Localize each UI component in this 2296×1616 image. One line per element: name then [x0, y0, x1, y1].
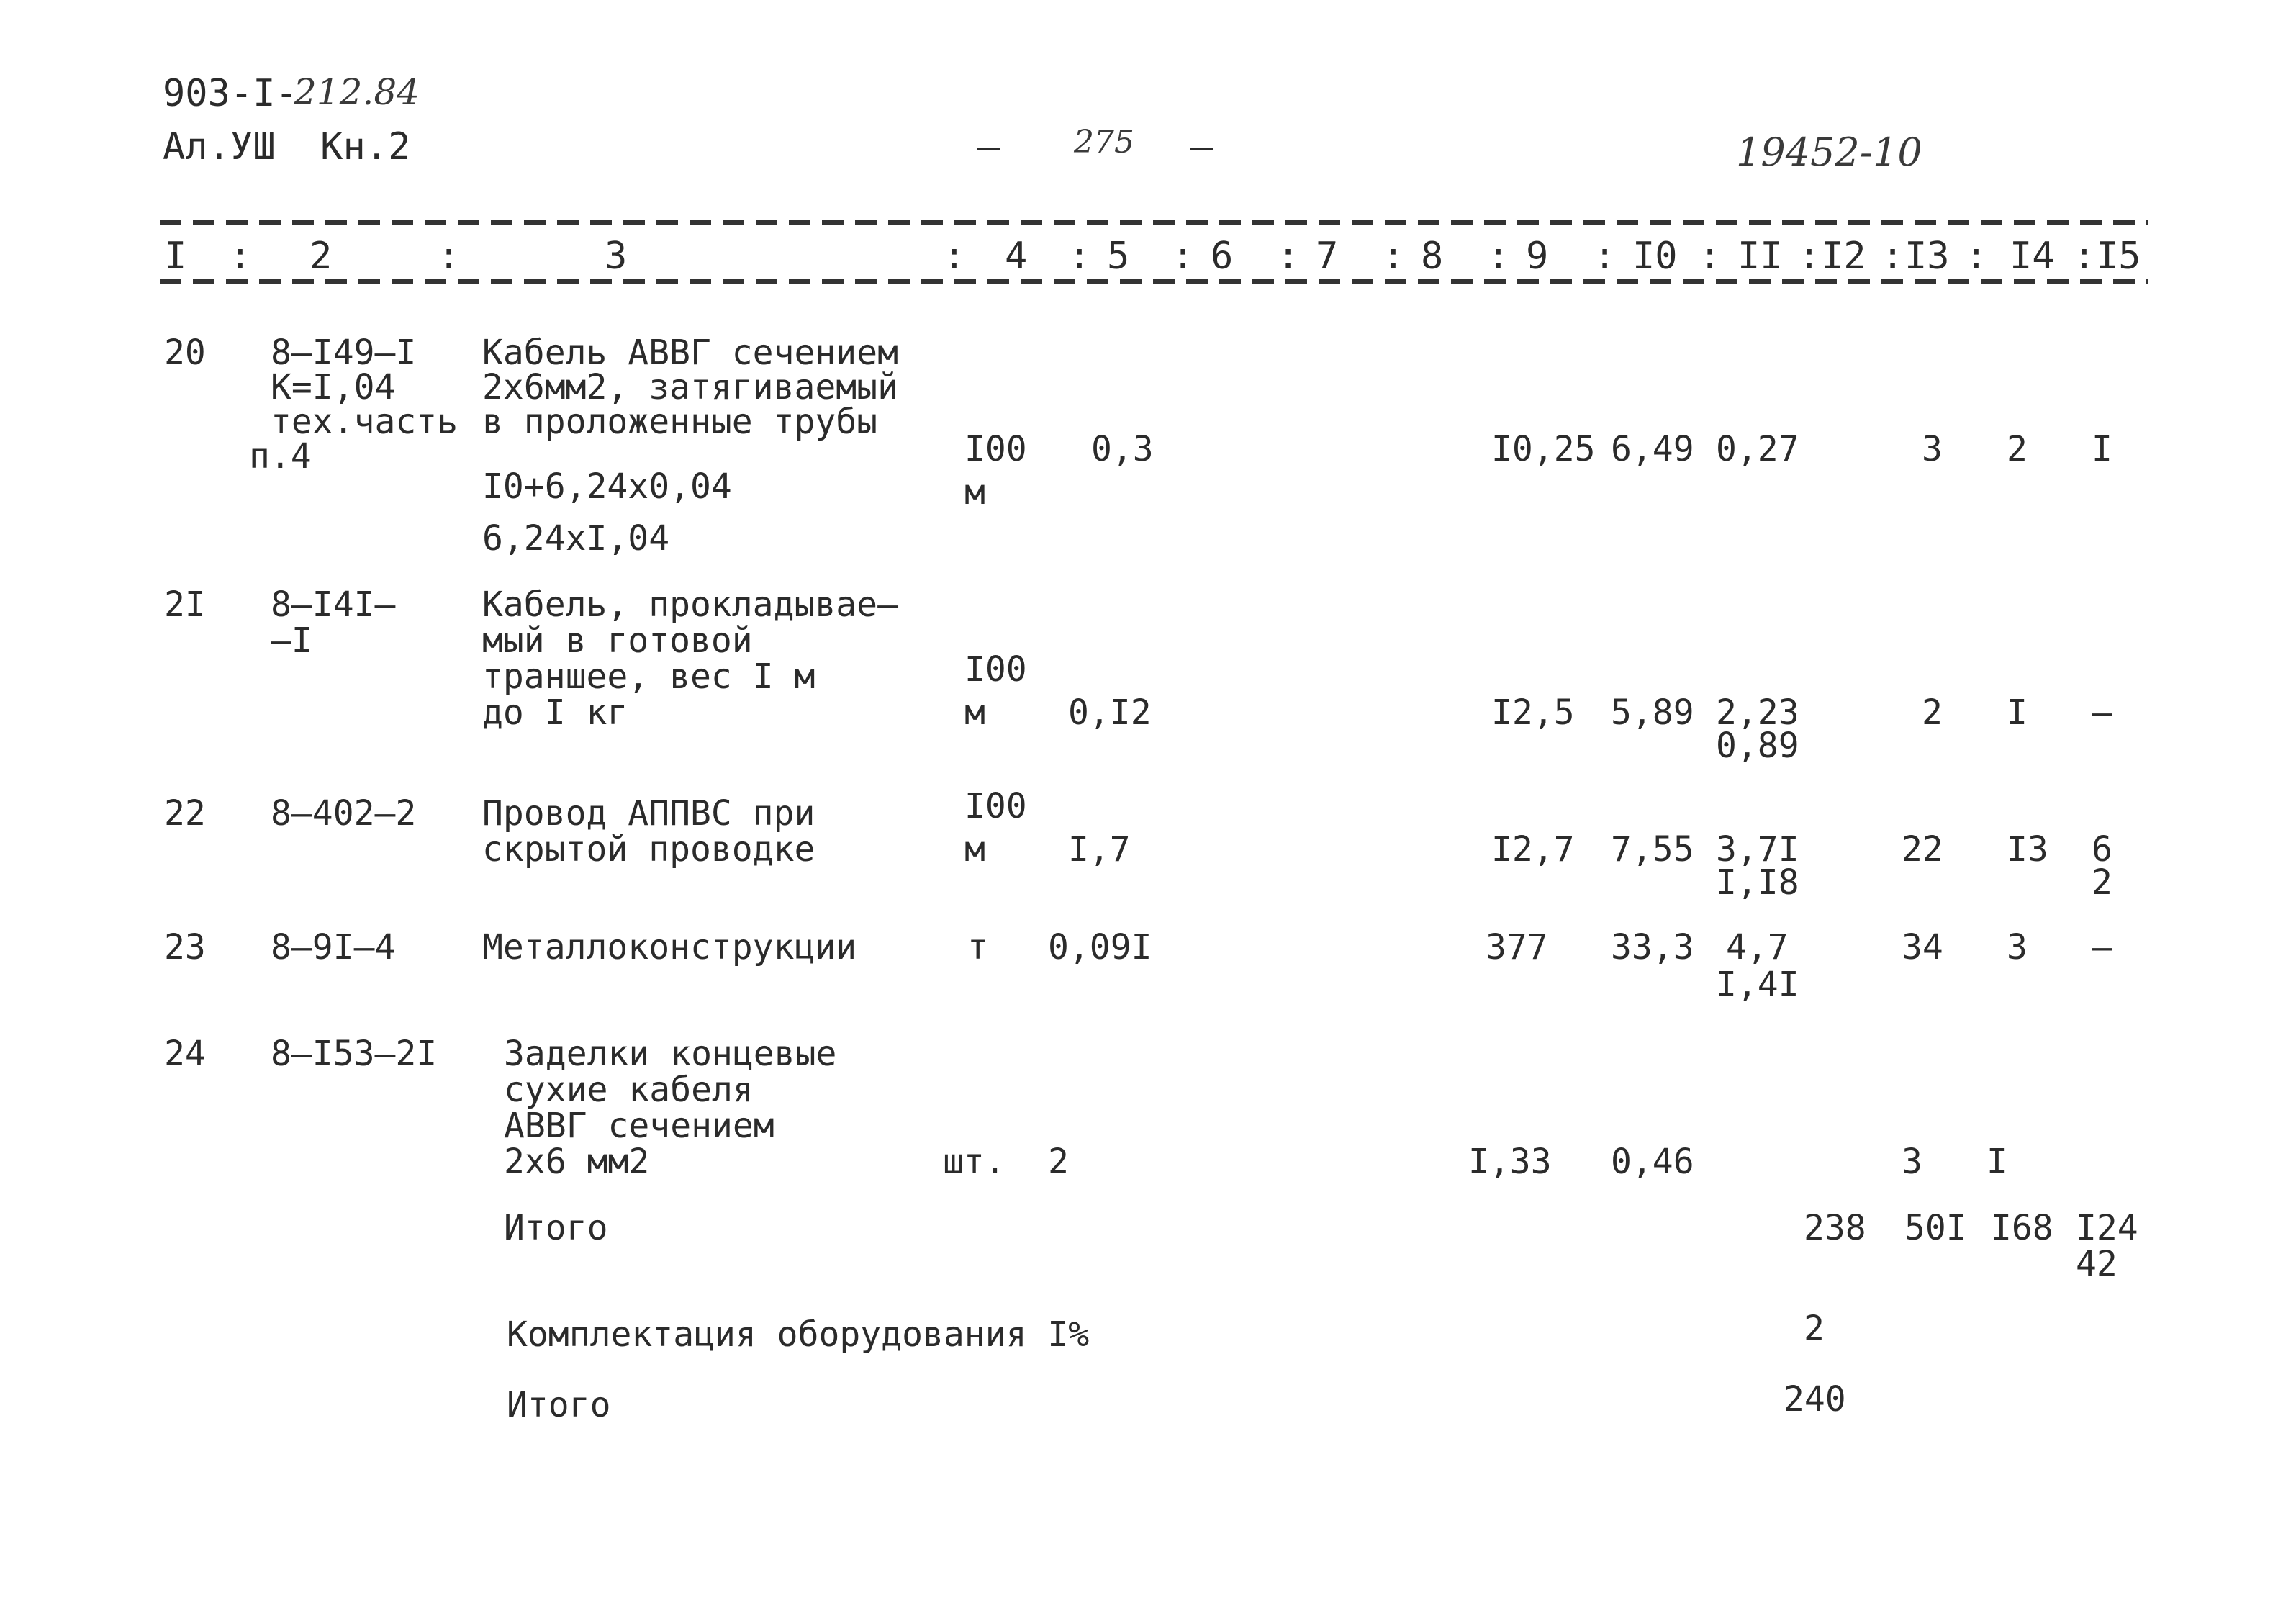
column-separator: :: [1068, 235, 1091, 278]
value-col-9: I,33: [1468, 1142, 1552, 1182]
subtotal-col-13: 50I: [1904, 1208, 1967, 1248]
value-col-9: I2,7: [1491, 829, 1575, 870]
work-description: сухие кабеля: [504, 1070, 754, 1110]
column-separator: :: [943, 235, 966, 278]
value-col-10: 33,3: [1611, 927, 1694, 967]
value-col-11: I,I8: [1716, 862, 1799, 903]
inventory-number: 19452-10: [1736, 130, 1922, 175]
subtotal-label: Итого: [504, 1208, 608, 1248]
column-separator: :: [1172, 235, 1195, 278]
header-rule-bottom: [160, 279, 2148, 284]
page-number: 275: [1074, 124, 1134, 161]
work-description: в проложенные трубы: [482, 402, 878, 442]
work-description: траншее, вес I м: [482, 656, 815, 697]
column-separator: :: [1382, 235, 1405, 278]
value-col-11: I,4I: [1716, 965, 1799, 1005]
column-separator: :: [229, 235, 252, 278]
rate-code: п.4: [249, 436, 312, 477]
page-dash-right: –: [1190, 125, 1213, 168]
subtotal-col-12: 238: [1804, 1208, 1866, 1248]
column-header-12: I2: [1821, 235, 1866, 278]
work-description: Заделки концевые: [504, 1034, 837, 1074]
column-header-1: I: [164, 235, 187, 278]
rate-code: 8–I53–2I: [271, 1034, 438, 1074]
work-description: Кабель АВВГ сечением: [482, 333, 898, 373]
grand-total-value: 240: [1784, 1379, 1846, 1419]
value-col-13: 2: [1922, 692, 1943, 733]
value-col-13: 3: [1902, 1142, 1922, 1182]
row-number: 22: [164, 793, 206, 834]
rate-code: 8–I4I–: [271, 584, 396, 625]
work-description: 2х6 мм2: [504, 1142, 650, 1182]
column-separator: :: [1594, 235, 1617, 278]
column-separator: :: [1881, 235, 1904, 278]
column-header-15: I5: [2096, 235, 2141, 278]
value-col-10: 0,46: [1611, 1142, 1694, 1182]
rate-code: 8–I49–I: [271, 333, 417, 373]
row-number: 24: [164, 1034, 206, 1074]
column-header-13: I3: [1904, 235, 1950, 278]
quantity: 2: [1048, 1142, 1069, 1182]
value-col-13: 3: [1922, 429, 1943, 469]
unit-of-measure: шт.: [943, 1142, 1005, 1182]
unit-of-measure: I00: [964, 649, 1027, 690]
value-col-15: –: [2092, 927, 2112, 967]
value-col-11: 2,23: [1716, 692, 1799, 733]
column-header-10: I0: [1632, 235, 1678, 278]
quantity: 0,I2: [1068, 692, 1152, 733]
column-separator: :: [1487, 235, 1510, 278]
work-description: Провод АППВС при: [482, 793, 815, 834]
column-header-6: 6: [1211, 235, 1234, 278]
value-col-13: 22: [1902, 829, 1943, 870]
equipment-completion-label: Комплектация оборудования I%: [507, 1314, 1090, 1355]
work-description: Металлоконструкции: [482, 927, 857, 967]
work-description: мый в готовой: [482, 620, 753, 661]
work-description: 2х6мм2, затягиваемый: [482, 367, 898, 407]
equipment-completion-value: 2: [1804, 1309, 1825, 1349]
subtotal-col-15: I24: [2076, 1208, 2138, 1248]
document-code: 903-I-: [163, 72, 298, 115]
rate-code: 8–9I–4: [271, 927, 396, 967]
calculation-formula: 6,24хI,04: [482, 518, 670, 559]
rate-code: 8–402–2: [271, 793, 417, 834]
unit-of-measure: I00: [964, 786, 1027, 826]
unit-of-measure: м: [964, 472, 985, 513]
column-header-11: II: [1737, 235, 1783, 278]
subtotal-col-15: 42: [2076, 1244, 2118, 1284]
value-col-14: 2: [2007, 429, 2028, 469]
value-col-14: I: [1987, 1142, 2007, 1182]
value-col-9: I2,5: [1491, 692, 1575, 733]
unit-of-measure: I00: [964, 429, 1027, 469]
unit-of-measure: т: [967, 927, 988, 967]
value-col-15: I: [2092, 429, 2112, 469]
value-col-11: 0,27: [1716, 429, 1799, 469]
album-label: Ал.УШ Кн.2: [163, 125, 411, 168]
value-col-15: –: [2092, 692, 2112, 733]
header-rule-top: [160, 220, 2148, 225]
column-header-5: 5: [1107, 235, 1130, 278]
rate-code: –I: [271, 620, 312, 661]
column-header-2: 2: [309, 235, 333, 278]
quantity: I,7: [1068, 829, 1131, 870]
column-header-3: 3: [605, 235, 628, 278]
value-col-13: 34: [1902, 927, 1943, 967]
unit-of-measure: м: [964, 829, 985, 870]
column-separator: :: [1277, 235, 1300, 278]
value-col-11: 4,7: [1726, 927, 1789, 967]
column-header-7: 7: [1316, 235, 1339, 278]
column-header-4: 4: [1005, 235, 1028, 278]
value-col-10: 7,55: [1611, 829, 1694, 870]
value-col-11: 0,89: [1716, 726, 1799, 766]
column-separator: :: [438, 235, 461, 278]
column-header-9: 9: [1526, 235, 1549, 278]
rate-code: тех.часть: [271, 402, 458, 442]
value-col-14: I3: [2007, 829, 2048, 870]
quantity: 0,3: [1091, 429, 1154, 469]
column-separator: :: [1699, 235, 1722, 278]
quantity: 0,09I: [1048, 927, 1152, 967]
value-col-11: 3,7I: [1716, 829, 1799, 870]
work-description: АВВГ сечением: [504, 1106, 774, 1146]
work-description: скрытой проводке: [482, 829, 815, 870]
column-header-8: 8: [1421, 235, 1444, 278]
document-code-handwritten: 212.84: [294, 71, 420, 113]
column-separator: :: [1965, 235, 1988, 278]
subtotal-col-14: I68: [1991, 1208, 2053, 1248]
work-description: Кабель, прокладывае–: [482, 584, 898, 625]
page-dash-left: –: [977, 125, 1000, 168]
calculation-formula: I0+6,24х0,04: [482, 466, 732, 507]
grand-total-label: Итого: [507, 1385, 611, 1425]
value-col-14: I: [2007, 692, 2028, 733]
column-separator: :: [2073, 235, 2096, 278]
row-number: 20: [164, 333, 206, 373]
unit-of-measure: м: [964, 692, 985, 733]
value-col-9: I0,25: [1491, 429, 1596, 469]
row-number: 2I: [164, 584, 206, 625]
value-col-14: 3: [2007, 927, 2028, 967]
work-description: до I кг: [482, 692, 628, 733]
value-col-15: 6: [2092, 829, 2112, 870]
value-col-10: 6,49: [1611, 429, 1694, 469]
row-number: 23: [164, 927, 206, 967]
column-separator: :: [1798, 235, 1821, 278]
value-col-10: 5,89: [1611, 692, 1694, 733]
rate-code: K=I,04: [271, 367, 396, 407]
value-col-15: 2: [2092, 862, 2112, 903]
column-header-14: I4: [2010, 235, 2055, 278]
value-col-9: 377: [1486, 927, 1548, 967]
